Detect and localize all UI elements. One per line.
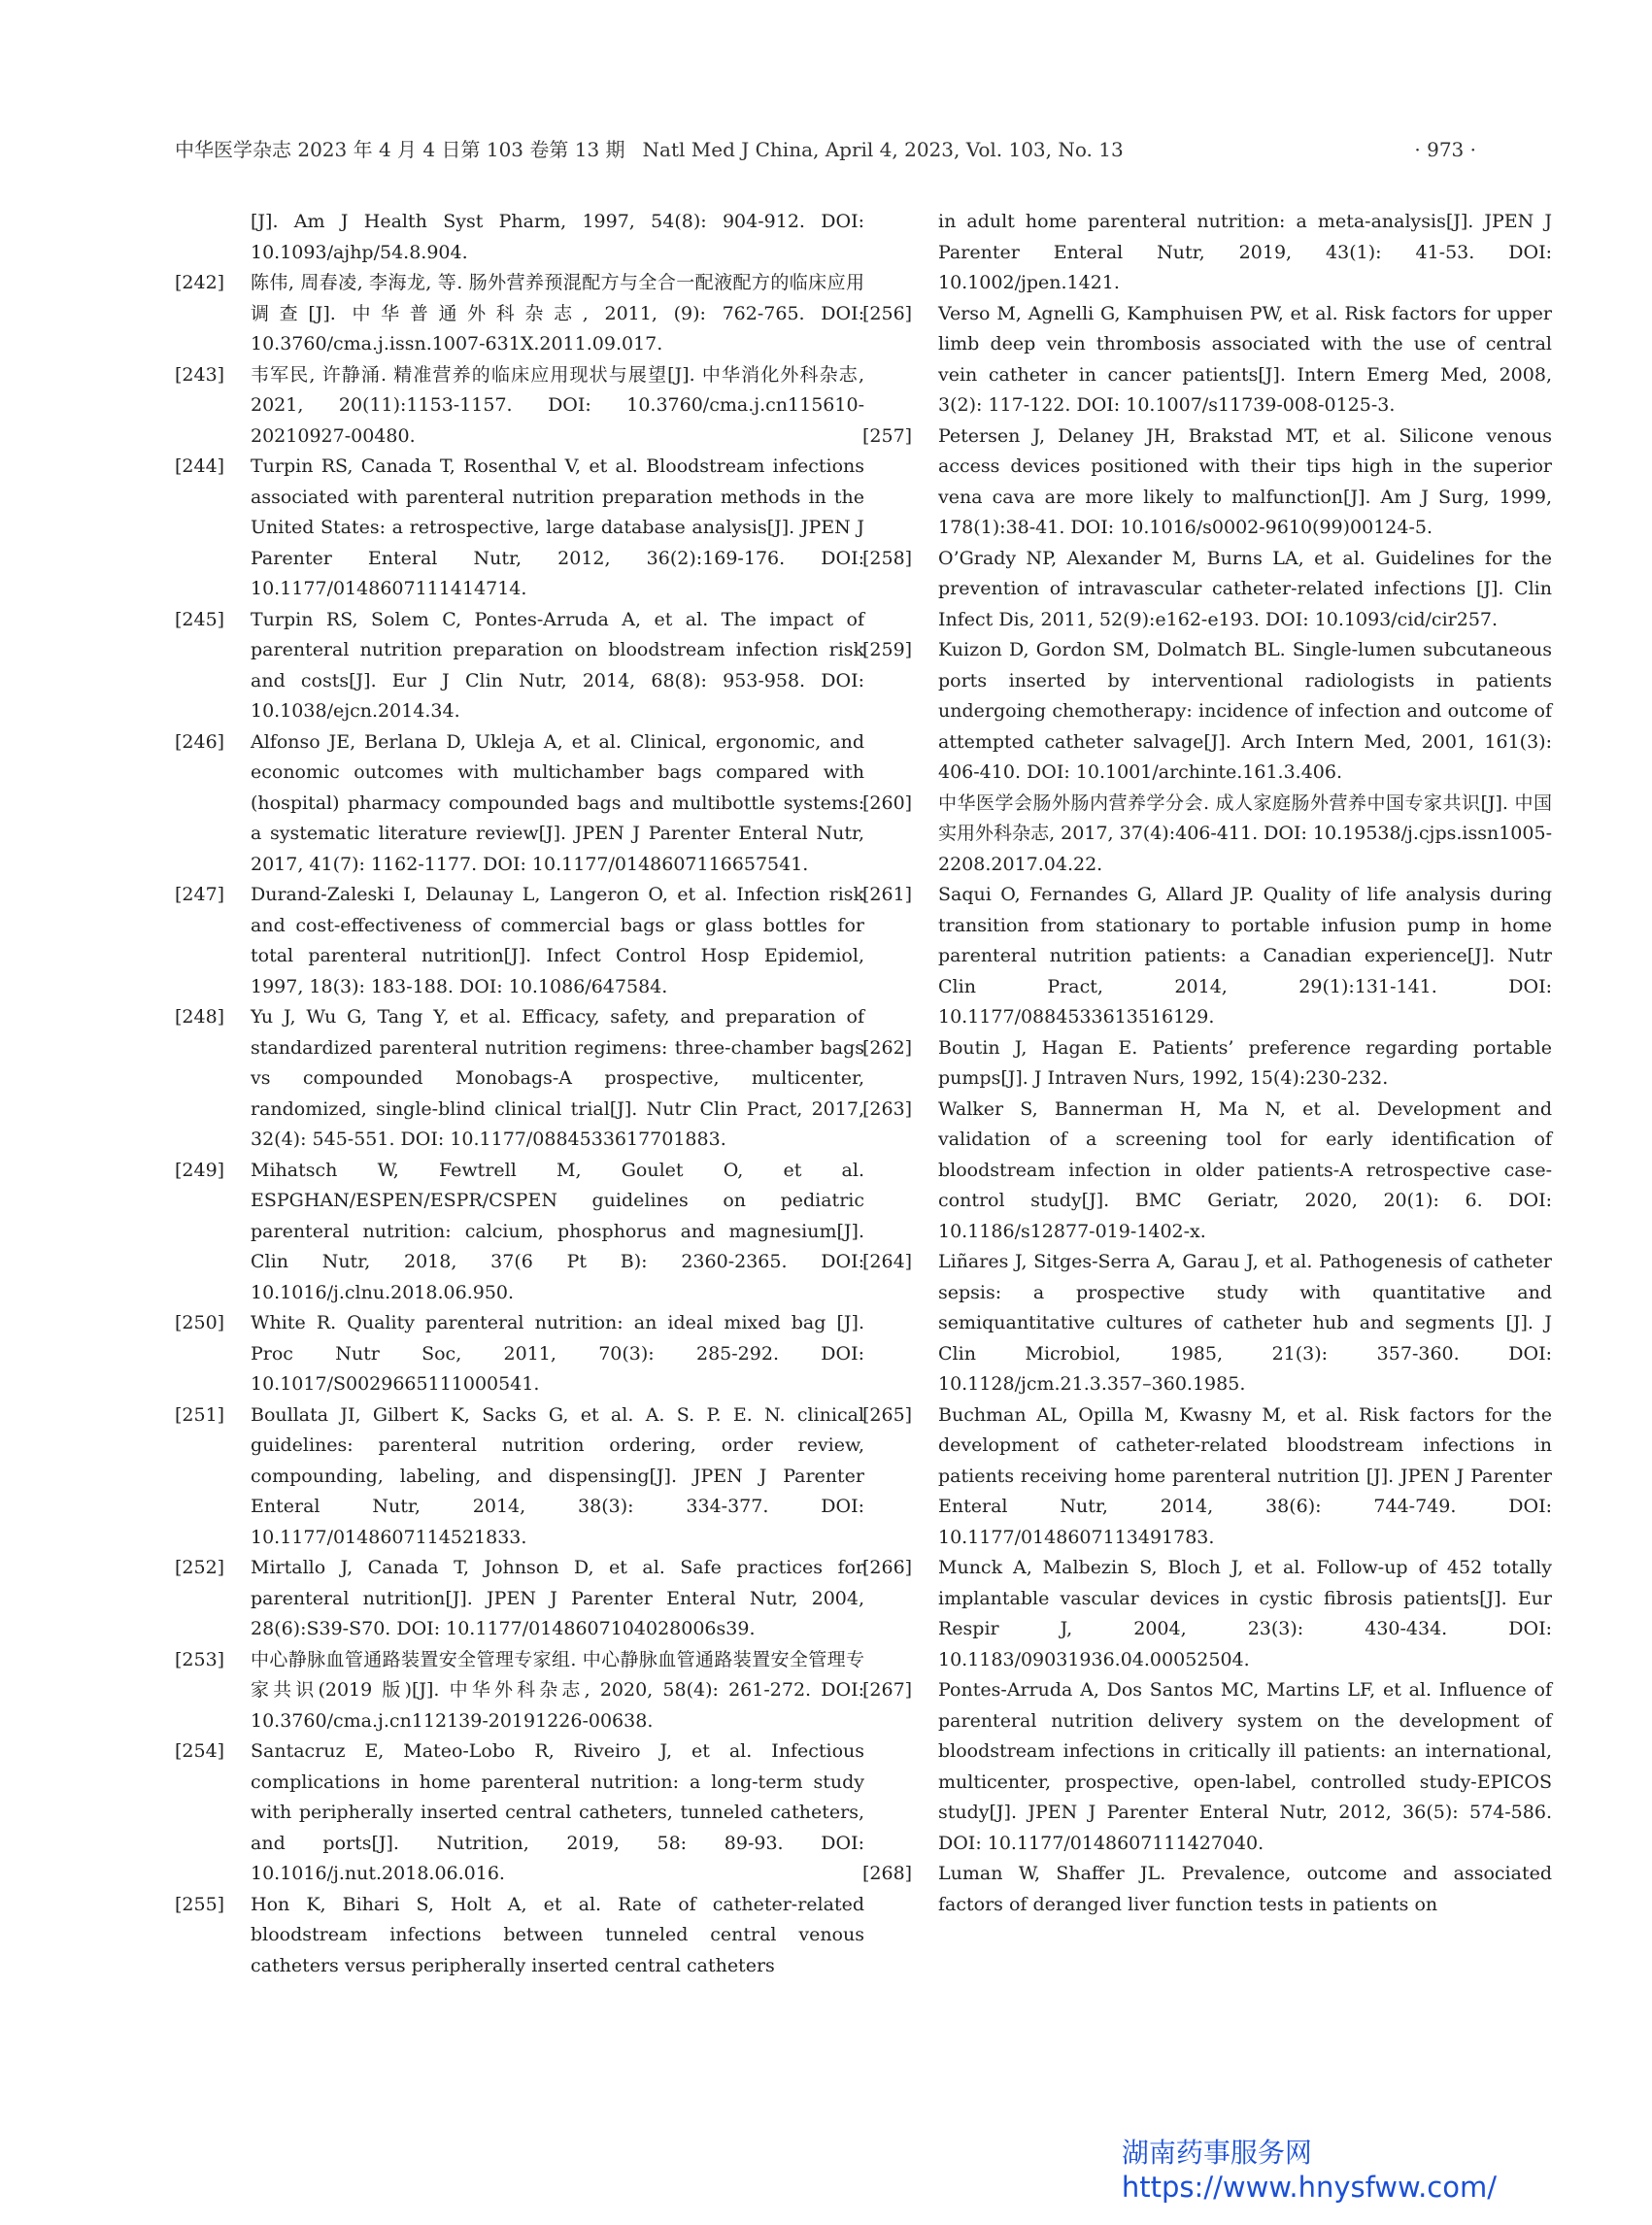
reference-number: [252] bbox=[175, 1557, 225, 1578]
reference-text: Boullata JI, Gilbert K, Sacks G, et al. A. S. P. E. N. clinical guidelines: parenteral nutrition ordering, order review, compounding, labeling, and dispensing[J]. JPEN J Parenter Enteral Nutr, 2014, 38(3): 334-377. DOI: 10.1177/0148607114521833. bbox=[251, 1403, 864, 1548]
reference-text: [J]. Am J Health Syst Pharm, 1997, 54(8): 904-912. DOI: 10.1093/ajhp/54.8.904. bbox=[251, 211, 864, 263]
reference-number: [254] bbox=[175, 1740, 225, 1762]
reference-entry bbox=[175, 727, 864, 881]
reference-text: Mirtallo J, Canada T, Johnson D, et al. Safe practices for parenteral nutrition[J]. JPEN J Parenter Enteral Nutr, 2004, 28(6):S39-S70. DOI: 10.1177/0148607104028006s39. bbox=[251, 1557, 864, 1639]
reference-text: Pontes-Arruda A, Dos Santos MC, Martins LF, et al. Influence of parenteral nutrition delivery system on the development of bloodstream infections in critically ill patients: an international, multicenter, prospective, open-label, controlled study-EPICOS study[J]. JPEN J Parenter Enteral Nutr, 2012, 36(5): 574-586. DOI: 10.1177/0148607111427040. bbox=[938, 1679, 1552, 1854]
reference-text: Luman W, Shaffer JL. Prevalence, outcome and associated factors of deranged liver function tests in patients on bbox=[938, 1863, 1552, 1915]
reference-number: [265] bbox=[862, 1403, 913, 1426]
reference-text: Petersen J, Delaney JH, Brakstad MT, et al. Silicone venous access devices positioned with their tips high in the superior vena cava are more likely to malfunction[J]. Am J Surg, 1999, 178(1):38-41. DOI: 10.1016/s0002-9610(99)00124-5. bbox=[938, 424, 1552, 538]
reference-number: [262] bbox=[862, 1036, 913, 1059]
reference-number: [268] bbox=[862, 1863, 913, 1884]
reference-text: Mihatsch W, Fewtrell M, Goulet O, et al. ESPGHAN/ESPEN/ESPR/CSPEN guidelines on pediatric parenteral nutrition: calcium, phosphorus and magnesium[J]. Clin Nutr, 2018, 37(6 Pt B): 2360-2365. DOI: 10.1016/j.clnu.2018.06.950. bbox=[251, 1159, 864, 1303]
reference-entry bbox=[862, 1675, 1552, 1859]
journal-info bbox=[175, 134, 1124, 162]
reference-text: White R. Quality parenteral nutrition: an ideal mixed bag [J]. Proc Nutr Soc, 2011, 70(3): 285-292. DOI: 10.1017/S0029665111000541. bbox=[251, 1312, 864, 1395]
watermark-url[interactable]: https://www.hnysfww.com/ bbox=[1121, 2171, 1497, 2204]
reference-entry bbox=[862, 880, 1552, 1033]
reference-entry bbox=[862, 1859, 1552, 1920]
reference-text: 中心静脉血管通路装置安全管理专家组. 中心静脉血管通路装置安全管理专家共识(2019 版)[J]. 中华外科杂志, 2020, 58(4): 261-272. DOI: 10.3760/cma.j.cn112139-20191226-00638. bbox=[251, 1648, 864, 1732]
reference-entry bbox=[862, 1247, 1552, 1400]
reference-entry bbox=[862, 1033, 1552, 1095]
reference-text: O’Grady NP, Alexander M, Burns LA, et al. Guidelines for the prevention of intravascular catheter-related infections [J]. Clin Infect Dis, 2011, 52(9):e162-e193. DOI: 10.1093/cid/cir257. bbox=[938, 547, 1552, 630]
reference-entry bbox=[175, 1156, 864, 1309]
right-reference-column bbox=[862, 207, 1552, 1920]
reference-entry bbox=[862, 1095, 1552, 1248]
reference-entry bbox=[175, 360, 864, 453]
page-header bbox=[175, 134, 1476, 162]
reference-number: [250] bbox=[175, 1312, 225, 1333]
reference-number: [253] bbox=[175, 1648, 225, 1670]
reference-entry bbox=[175, 605, 864, 727]
reference-text: Walker S, Bannerman H, Ma N, et al. Development and validation of a screening tool for early identification of bloodstream infection in older patients-A retrospective case-control study[J]. BMC Geriatr, 2020, 20(1): 6. DOI: 10.1186/s12877-019-1402-x. bbox=[938, 1097, 1552, 1242]
reference-text: 韦军民, 许静涌. 精准营养的临床应用现状与展望[J]. 中华消化外科杂志, 2021, 20(11):1153-1157. DOI: 10.3760/cma.j.cn115610-20210927-00480. bbox=[251, 363, 864, 447]
reference-number: [246] bbox=[175, 730, 225, 753]
reference-number: [261] bbox=[862, 884, 913, 905]
reference-number: [251] bbox=[175, 1403, 225, 1426]
reference-entry bbox=[175, 1553, 864, 1645]
reference-number: [249] bbox=[175, 1159, 225, 1181]
reference-entry bbox=[862, 1553, 1552, 1675]
reference-number: [257] bbox=[862, 424, 913, 447]
left-reference-column bbox=[175, 207, 864, 1981]
reference-text: Buchman AL, Opilla M, Kwasny M, et al. Risk factors for the development of catheter-related bloodstream infections in patients receiving home parenteral nutrition [J]. JPEN J Parenter Enteral Nutr, 2014, 38(6): 744-749. DOI: 10.1177/0148607113491783. bbox=[938, 1403, 1552, 1548]
reference-entry bbox=[175, 1002, 864, 1156]
reference-number: [247] bbox=[175, 884, 225, 905]
reference-entry bbox=[862, 789, 1552, 881]
reference-entry bbox=[862, 421, 1552, 544]
reference-text: Hon K, Bihari S, Holt A, et al. Rate of catheter-related bloodstream infections between tunneled central venous catheters versus peripherally inserted central catheters bbox=[251, 1893, 864, 1976]
reference-number: [245] bbox=[175, 608, 225, 630]
reference-text: Durand-Zaleski I, Delaunay L, Langeron O, et al. Infection risk and cost-effectiveness of commercial bags or glass bottles for total parenteral nutrition[J]. Infect Control Hosp Epidemiol, 1997, 18(3): 183-188. DOI: 10.1086/647584. bbox=[251, 884, 864, 997]
reference-number: [243] bbox=[175, 363, 225, 386]
reference-entry bbox=[175, 268, 864, 360]
reference-entry bbox=[175, 1400, 864, 1554]
reference-entry bbox=[175, 207, 864, 268]
reference-number: [266] bbox=[862, 1557, 913, 1578]
reference-text: 陈伟, 周春凌, 李海龙, 等. 肠外营养预混配方与全合一配液配方的临床应用调查[J]. 中华普通外科杂志, 2011, (9): 762-765. DOI: 10.3760/cma.j.issn.1007-631X.2011.09.017. bbox=[251, 272, 864, 354]
reference-text: Boutin J, Hagan E. Patients’ preference regarding portable pumps[J]. J Intraven Nurs, 1992, 15(4):230-232. bbox=[938, 1036, 1552, 1089]
reference-text: Santacruz E, Mateo-Lobo R, Riveiro J, et al. Infectious complications in home parenteral nutrition: a long-term study with peripherally inserted central catheters, tunneled catheters, and ports[J]. Nutrition, 2019, 58: 89-93. DOI: 10.1016/j.nut.2018.06.016. bbox=[251, 1740, 864, 1884]
reference-text: Verso M, Agnelli G, Kamphuisen PW, et al. Risk factors for upper limb deep vein thrombosis associated with the use of central vein catheter in cancer patients[J]. Intern Emerg Med, 2008, 3(2): 117-122. DOI: 10.1007/s11739-008-0125-3. bbox=[938, 302, 1552, 416]
reference-text: Kuizon D, Gordon SM, Dolmatch BL. Single-lumen subcutaneous ports inserted by interventional radiologists in patients undergoing chemotherapy: incidence of infection and outcome of attempted catheter salvage[J]. Arch Intern Med, 2001, 161(3): 406-410. DOI: 10.1001/archinte.161.3.406. bbox=[938, 639, 1552, 783]
reference-entry bbox=[175, 1736, 864, 1890]
reference-number: [264] bbox=[862, 1251, 913, 1272]
reference-text: 中华医学会肠外肠内营养学分会. 成人家庭肠外营养中国专家共识[J]. 中国实用外科杂志, 2017, 37(4):406-411. DOI: 10.19538/j.cjps.issn1005-2208.2017.04.22. bbox=[938, 792, 1552, 875]
reference-number: [248] bbox=[175, 1006, 225, 1028]
reference-text: Alfonso JE, Berlana D, Ukleja A, et al. Clinical, ergonomic, and economic outcomes with multichamber bags compared with (hospital) pharmacy compounded bags and multibottle systems: a systematic literature review[J]. JPEN J Parenter Enteral Nutr, 2017, 41(7): 1162-1177. DOI: 10.1177/0148607116657541. bbox=[251, 730, 864, 875]
reference-number: [258] bbox=[862, 547, 913, 569]
reference-entry bbox=[175, 1890, 864, 1982]
reference-number: [244] bbox=[175, 455, 225, 477]
reference-text: Liñares J, Sitges-Serra A, Garau J, et al. Pathogenesis of catheter sepsis: a prospective study with quantitative and semiquantitative cultures of catheter hub and segments [J]. J Clin Microbiol, 1985, 21(3): 357-360. DOI: 10.1128/jcm.21.3.357–360.1985. bbox=[938, 1251, 1552, 1395]
reference-text: Yu J, Wu G, Tang Y, et al. Efficacy, safety, and preparation of standardized parenteral nutrition regimens: three-chamber bags vs compounded Monobags-A prospective, multicenter, randomized, single-blind clinical trial[J]. Nutr Clin Pract, 2017, 32(4): 545-551. DOI: 10.1177/0884533617701883. bbox=[251, 1006, 864, 1150]
reference-number: [267] bbox=[862, 1679, 913, 1701]
reference-number: [263] bbox=[862, 1097, 913, 1120]
page-number: · 973 · bbox=[1414, 138, 1476, 161]
reference-entry bbox=[175, 452, 864, 605]
reference-number: [256] bbox=[862, 302, 913, 324]
reference-number: [242] bbox=[175, 272, 225, 293]
reference-entry bbox=[862, 207, 1552, 299]
journal-title-en: Natl Med J China, April 4, 2023, Vol. 103, No. 13 bbox=[642, 138, 1124, 161]
site-watermark bbox=[1122, 2137, 1497, 2205]
watermark-site-name: 湖南药事服务网 bbox=[1121, 2137, 1312, 2169]
journal-title-cn: 中华医学杂志 2023 年 4 月 4 日第 103 卷第 13 期 bbox=[175, 138, 625, 161]
reference-text: Saqui O, Fernandes G, Allard JP. Quality of life analysis during transition from stationary to portable infusion pump in home parenteral nutrition patients: a Canadian experience[J]. Nutr Clin Pract, 2014, 29(1):131-141. DOI: 10.1177/0884533613516129. bbox=[938, 884, 1552, 1028]
reference-entry bbox=[862, 544, 1552, 636]
reference-entry bbox=[175, 1308, 864, 1400]
reference-entry bbox=[862, 299, 1552, 421]
reference-entry bbox=[175, 880, 864, 1002]
reference-number: [259] bbox=[862, 639, 913, 660]
reference-entry bbox=[862, 635, 1552, 789]
reference-number: [255] bbox=[175, 1893, 225, 1915]
reference-text: in adult home parenteral nutrition: a meta-analysis[J]. JPEN J Parenter Enteral Nutr, 2019, 43(1): 41-53. DOI: 10.1002/jpen.1421. bbox=[938, 211, 1552, 293]
reference-number: [260] bbox=[862, 792, 913, 814]
reference-entry bbox=[175, 1645, 864, 1737]
reference-text: Turpin RS, Solem C, Pontes-Arruda A, et al. The impact of parenteral nutrition preparation on bloodstream infection risk and costs[J]. Eur J Clin Nutr, 2014, 68(8): 953-958. DOI: 10.1038/ejcn.2014.34. bbox=[251, 608, 864, 722]
reference-entry bbox=[862, 1400, 1552, 1554]
reference-text: Turpin RS, Canada T, Rosenthal V, et al. Bloodstream infections associated with parenteral nutrition preparation methods in the United States: a retrospective, large database analysis[J]. JPEN J Parenter Enteral Nutr, 2012, 36(2):169-176. DOI: 10.1177/0148607111414714. bbox=[251, 455, 864, 599]
reference-text: Munck A, Malbezin S, Bloch J, et al. Follow-up of 452 totally implantable vascular devices in cystic fibrosis patients[J]. Eur Respir J, 2004, 23(3): 430-434. DOI: 10.1183/09031936.04.00052504. bbox=[938, 1557, 1552, 1670]
